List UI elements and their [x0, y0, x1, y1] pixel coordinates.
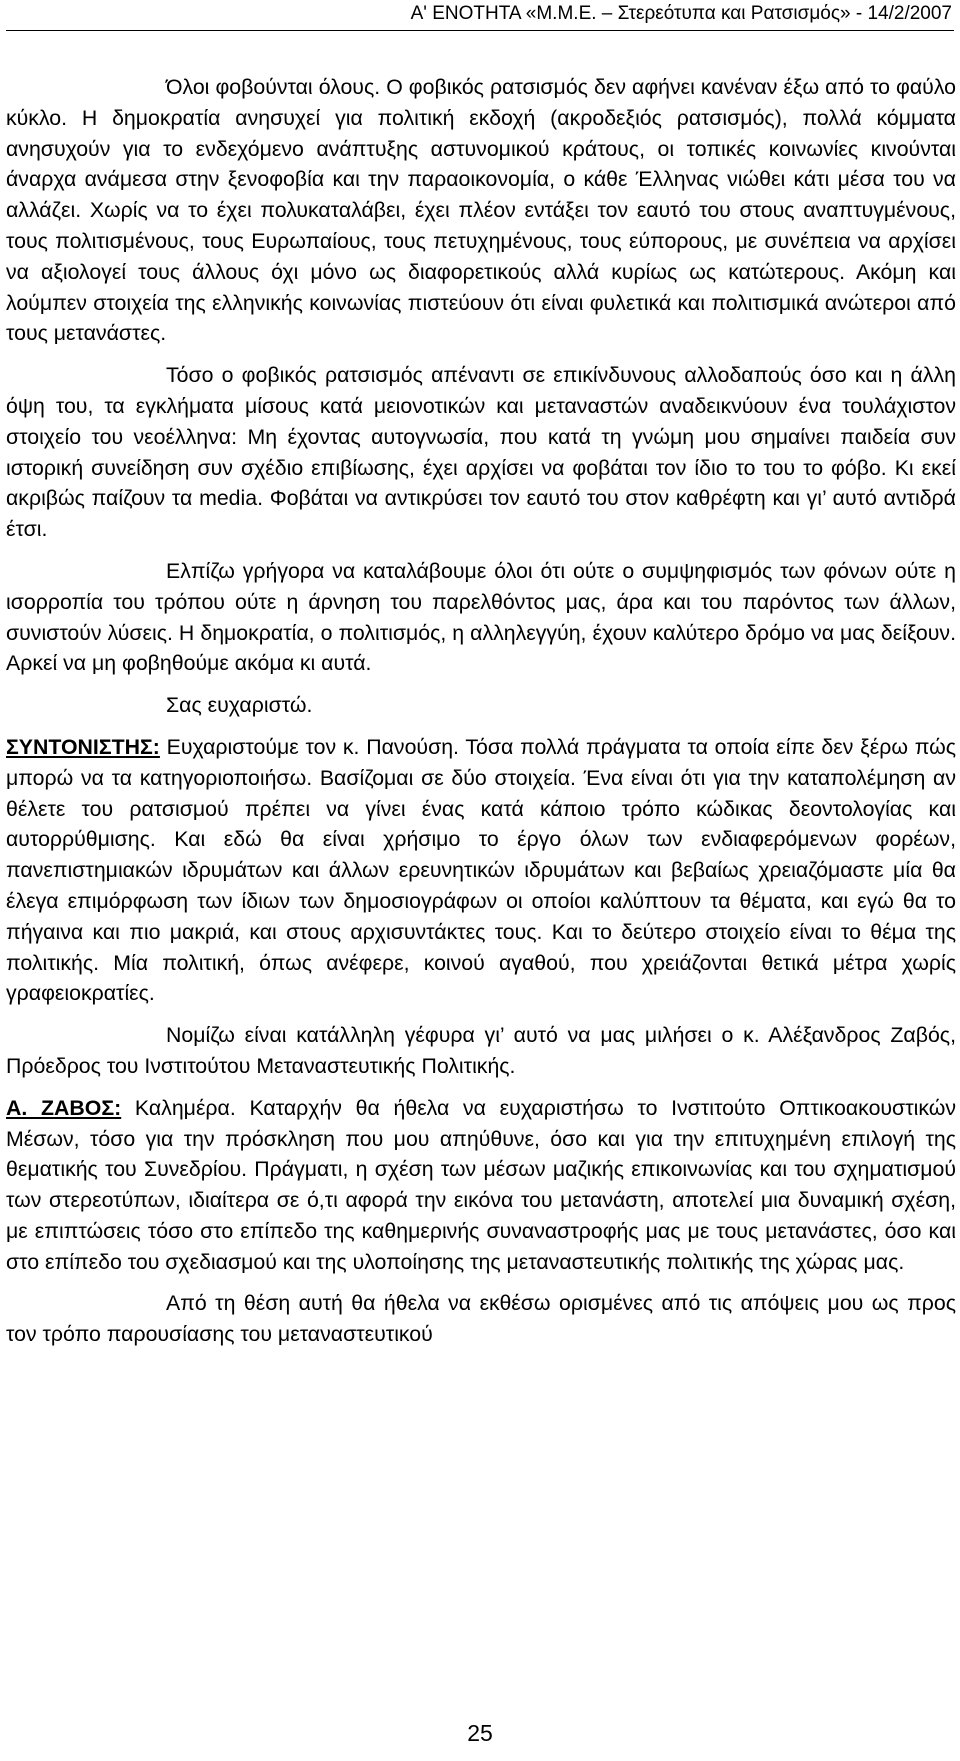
paragraph-text: Ευχαριστούμε τον κ. Πανούση. Τόσα πολλά πράγματα τα οποία είπε δεν ξέρω πώς μπορώ να τα κατηγοριοποιήσω. Βασίζομαι σε δύο στοιχεία. Ένα είναι ότι για την καταπολέμηση αν θέλετε του ρατσισμού πρέπει να γίνει ένας κατά κάποιο τρόπο κώδικας δεοντολογίας και αυτορρύθμισης. Και εδώ θα είναι χρήσιμο το έργο όλων των ενδιαφερόμενων φορέων, πανεπιστημιακών ιδρυμάτων και άλλων ερευνητικών ιδρυμάτων και βεβαίως χρειαζόμαστε μία θα έλεγα επιμόρφωση των ίδιων των δημοσιογράφων οι οποίοι καλύπτουν τα θέματα, και εγώ θα το πήγαινα και πιο μακριά, και στους αρχισυντάκτες τους. Και το δεύτερο στοιχείο είναι το θέμα της πολιτικής. Μία πολιτική, όπως ανέφερε, κοινού αγαθού, που χρειάζονται θετικά μέτρα χωρίς γραφειοκρατίες. — [6, 734, 956, 1006]
header-divider — [6, 30, 954, 31]
paragraph — [6, 1288, 956, 1350]
document-body — [6, 72, 956, 1350]
page-number: 25 — [467, 1720, 493, 1746]
paragraph-text: Νομίζω είναι κατάλληλη γέφυρα γι’ αυτό να μας μιλήσει ο κ. Αλέξανδρος Ζαβός, Πρόεδρος του Ινστιτούτου Μεταναστευτικής Πολιτικής. — [6, 1023, 956, 1078]
paragraph-text: Όλοι φοβούνται όλους. Ο φοβικός ρατσισμός δεν αφήνει κανέναν έξω από το φαύλο κύκλο. Η δημοκρατία ανησυχεί για πολιτική εκδοχή (ακροδεξιός ρατσισμός), πολλά κόμματα ανησυχούν για το ενδεχόμενο ανάπτυξης αστυνομικού κράτους, οι τοπικές κοινωνίες κινούνται άναρχα ανάμεσα στην ξενοφοβία και την παραοικονομία, ο κάθε Έλληνας νιώθει κάτι μέσα του να αλλάζει. Χωρίς να το έχει πολυκαταλάβει, έχει πλέον εντάξει τον εαυτό του στους αναπτυγμένους, τους πολιτισμένους, τους Ευρωπαίους, τους πετυχημένους, τους εύπορους, με συνέπεια να αρχίσει να αξιολογεί τους άλλους όχι μόνο ως διαφορετικούς αλλά κυρίως ως κατώτερους. Ακόμη και λούμπεν στοιχεία της ελληνικής κοινωνίας πιστεύουν ότι είναι φυλετικά και πολιτισμικά ανώτεροι από τους μετανάστες. — [6, 75, 956, 346]
page-header: Α' ΕΝΟΤΗΤΑ «Μ.Μ.Ε. – Στερεότυπα και Ρατσισμός» - 14/2/2007 — [410, 3, 952, 24]
paragraph — [6, 72, 956, 349]
paragraph-text: Ελπίζω γρήγορα να καταλάβουμε όλοι ότι ούτε ο συμψηφισμός των φόνων ούτε η ισορροπία του τρόπου ούτε η άρνηση του παρελθόντος μας, άρα και του παρόντος των άλλων, συνιστούν λύσεις. Η δημοκρατία, ο πολιτισμός, η αλληλεγγύη, έχουν καλύτερο δρόμο να μας δείξουν. Αρκεί να μη φοβηθούμε ακόμα κι αυτά. — [6, 558, 956, 676]
paragraph — [6, 360, 956, 545]
speaker-name: ΣΥΝΤΟΝΙΣΤΗΣ: — [6, 734, 160, 759]
speaker-paragraph — [6, 732, 956, 1009]
paragraph — [6, 556, 956, 679]
paragraph-text: Τόσο ο φοβικός ρατσισμός απέναντι σε επικίνδυνους αλλοδαπούς όσο και η άλλη όψη του, τα εγκλήματα μίσους κατά μειονοτικών και μεταναστών αναδεικνύουν ένα τουλάχιστον στοιχείο του νεοέλληνα: Μη έχοντας αυτογνωσία, που κατά τη γνώμη μου σημαίνει παιδεία συν ιστορική συνείδηση συν σχέδιο επιβίωσης, έχει αρχίσει να φοβάται τον ίδιο το του το φόβο. Κι εκεί ακριβώς παίζουν τα media. Φοβάται να αντικρύσει τον εαυτό του στον καθρέφτη και γι’ αυτό αντιδρά έτσι. — [6, 363, 956, 542]
paragraph-text: Σας ευχαριστώ. — [166, 693, 313, 718]
paragraph-text: Από τη θέση αυτή θα ήθελα να εκθέσω ορισμένες από τις απόψεις μου ως προς τον τρόπο παρουσίασης του μεταναστευτικού — [6, 1291, 956, 1347]
speaker-name: Α. ΖΑΒΟΣ: — [6, 1095, 122, 1120]
paragraph-thanks — [6, 690, 956, 721]
speaker-paragraph — [6, 1093, 956, 1278]
paragraph — [6, 1020, 956, 1082]
paragraph-text: Καλημέρα. Καταρχήν θα ήθελα να ευχαριστήσω το Ινστιτούτο Οπτικοακουστικών Μέσων, τόσο για την πρόσκληση που μου απηύθυνε, όσο και για την επιτυχημένη επιλογή της θεματικής του Συνεδρίου. Πράγματι, η σχέση των μέσων μαζικής επικοινωνίας και του σχηματισμού των στερεοτύπων, ιδιαίτερα σε ό,τι αφορά την εικόνα του μετανάστη, αποτελεί μια δυναμική σχέση, με επιπτώσεις τόσο στο επίπεδο της καθημερινής συναναστροφής μας με τους μετανάστες, όσο και στο επίπεδο του σχεδιασμού και της υλοποίησης της μεταναστευτικής πολιτικής της χώρας μας. — [6, 1095, 957, 1274]
